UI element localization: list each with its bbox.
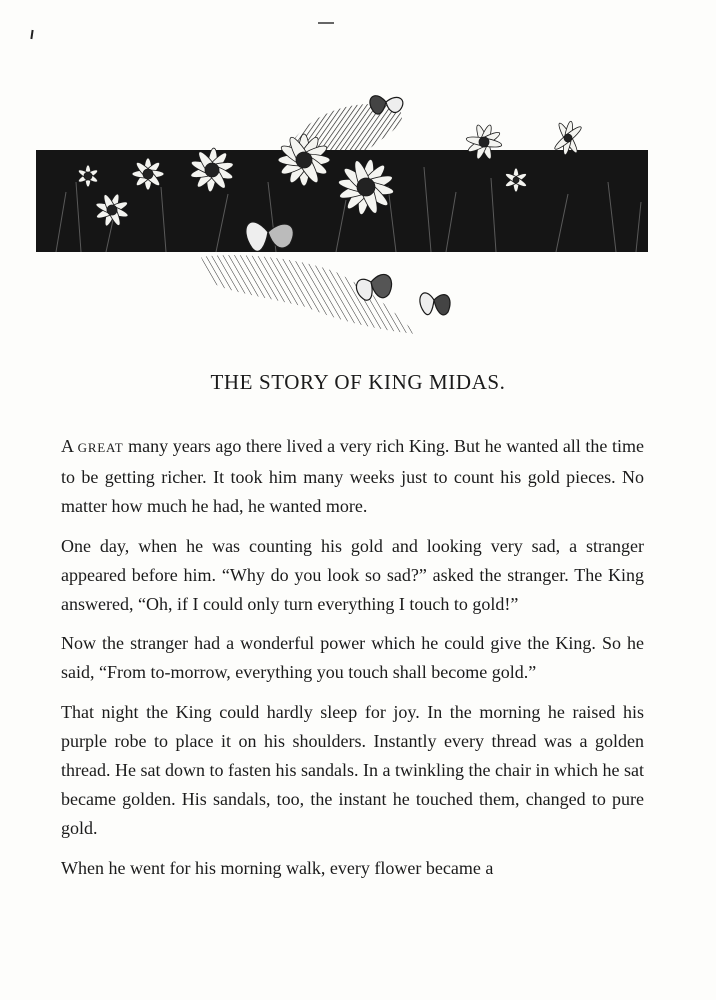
story-body [61,432,644,894]
opening-smallcaps-word: GREAT [77,440,124,455]
paragraph-2: One day, when he was counting his gold and looking very sad, a stranger appeared before him. “Why do you look so sad?” asked the stranger. The King answered, “Oh, if I could only turn everything I touch to gold!” [61,535,644,614]
story-title: THE STORY OF KING MIDAS. [210,370,506,394]
top-ink-dash [318,22,334,24]
stray-ink-mark [30,30,33,39]
header-illustration [36,82,648,338]
dark-grass-band [36,150,648,252]
paragraph-4: That night the King could hardly sleep for joy. In the morning he raised his purple robe to place it on his shoulders. Instantly every thread was a golden thread. He sat down to fasten his sandals. In a twinkling the chair in which he sat became golden. His sandals, too, the instant he touched them, changed to pure gold. [61,702,644,838]
paragraph-3: Now the stranger had a wonderful power which he could give the King. So he said, “From to-morrow, everything you touch shall become gold.” [61,633,644,683]
paragraph-5: When he went for his morning walk, every flower became a [61,857,494,878]
paragraph-1-text: many years ago there lived a very rich King. But he wanted all the time to be getting richer. It took him many weeks just to count his gold pieces. No matter how much he had, he wanted more. [61,436,645,516]
paragraph-1 [61,432,644,521]
opening-letter: A [61,436,74,456]
